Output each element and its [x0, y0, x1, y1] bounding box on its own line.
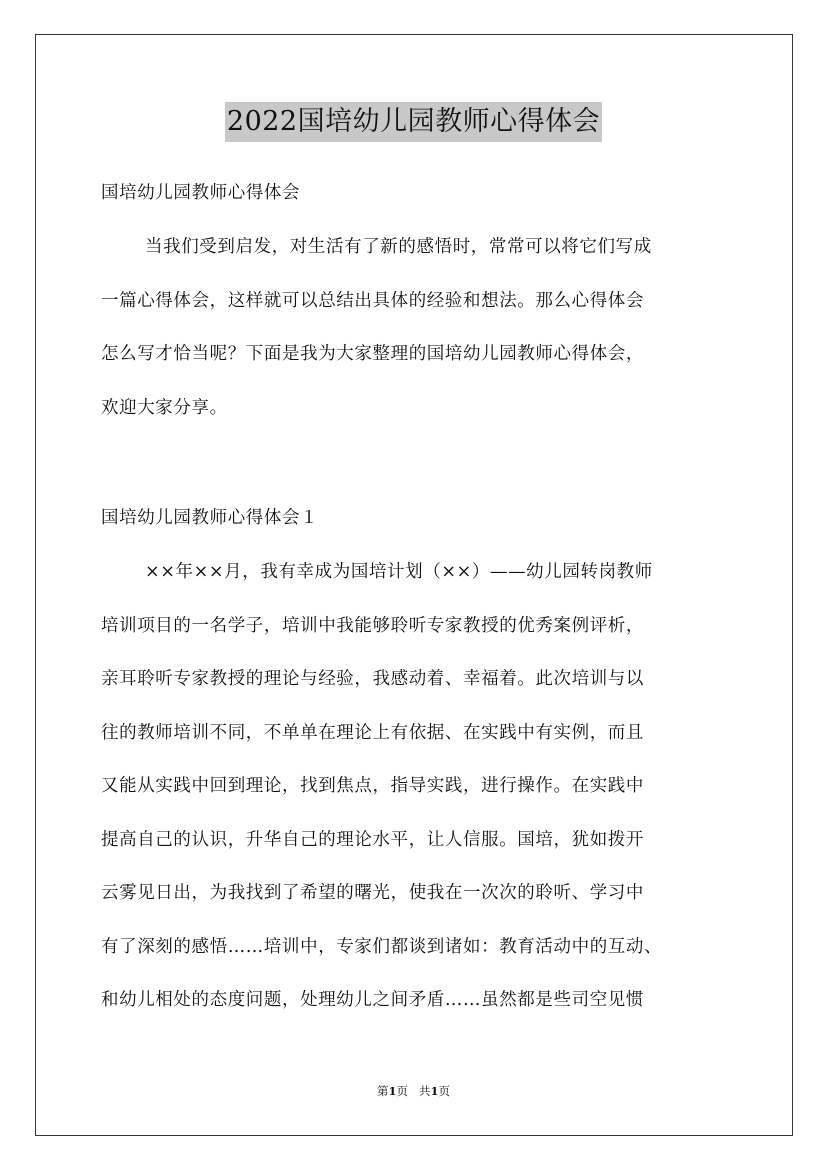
- page-footer: [0, 1082, 827, 1100]
- body-line: 又能从实践中回到理论，找到焦点，指导实践，进行操作。在实践中: [101, 776, 644, 796]
- intro-line: 欢迎大家分享。: [101, 397, 228, 418]
- body-line: 提高自己的认识，升华自己的理论水平，让人信服。国培，犹如拨开: [101, 829, 644, 850]
- page-number-suffix: 页: [396, 1084, 409, 1098]
- intro-paragraph: [101, 221, 741, 435]
- body-line: ××年××月，我有幸成为国培计划（××）——幼儿园转岗教师: [145, 562, 653, 582]
- section-heading-one-block: [101, 492, 741, 546]
- body-line: 往的教师培训不同，不单单在理论上有依据、在实践中有实例，而且: [101, 722, 644, 743]
- total-pages-prefix: 共: [418, 1084, 431, 1098]
- body-line: 亲耳聆听专家教授的理论与经验，我感动着、幸福着。此次培训与以: [101, 669, 644, 689]
- document-title: 2022国培幼儿园教师心得体会: [225, 102, 602, 142]
- page-number: 1: [388, 1084, 397, 1098]
- section-heading-intro: 国培幼儿园教师心得体会: [101, 183, 301, 203]
- intro-line: 一篇心得体会，这样就可以总结出具体的经验和想法。那么心得体会: [101, 290, 644, 311]
- body-paragraph: [101, 546, 741, 1028]
- section-heading-one: 国培幼儿园教师心得体会１: [101, 508, 319, 528]
- total-pages: 1: [430, 1084, 439, 1098]
- body-line: 云雾见日出，为我找到了希望的曙光，使我在一次次的聆听、学习中: [101, 883, 644, 903]
- intro-line: 当我们受到启发，对生活有了新的感悟时，常常可以将它们写成: [145, 237, 652, 257]
- body-line: 有了深刻的感悟……培训中，专家们都谈到诸如：教育活动中的互动、: [101, 936, 663, 957]
- intro-line: 怎么写才恰当呢？下面是我为大家整理的国培幼儿园教师心得体会，: [101, 344, 644, 364]
- body-line: 培训项目的一名学子，培训中我能够聆听专家教授的优秀案例评析，: [101, 615, 644, 636]
- page-number-prefix: 第: [377, 1084, 389, 1098]
- section-heading-intro-block: [101, 167, 741, 221]
- body-line: 和幼儿相处的态度问题，处理幼儿之间矛盾……虽然都是些司空见惯: [101, 990, 644, 1010]
- title-wrapper: [0, 102, 827, 142]
- total-pages-suffix: 页: [438, 1084, 450, 1098]
